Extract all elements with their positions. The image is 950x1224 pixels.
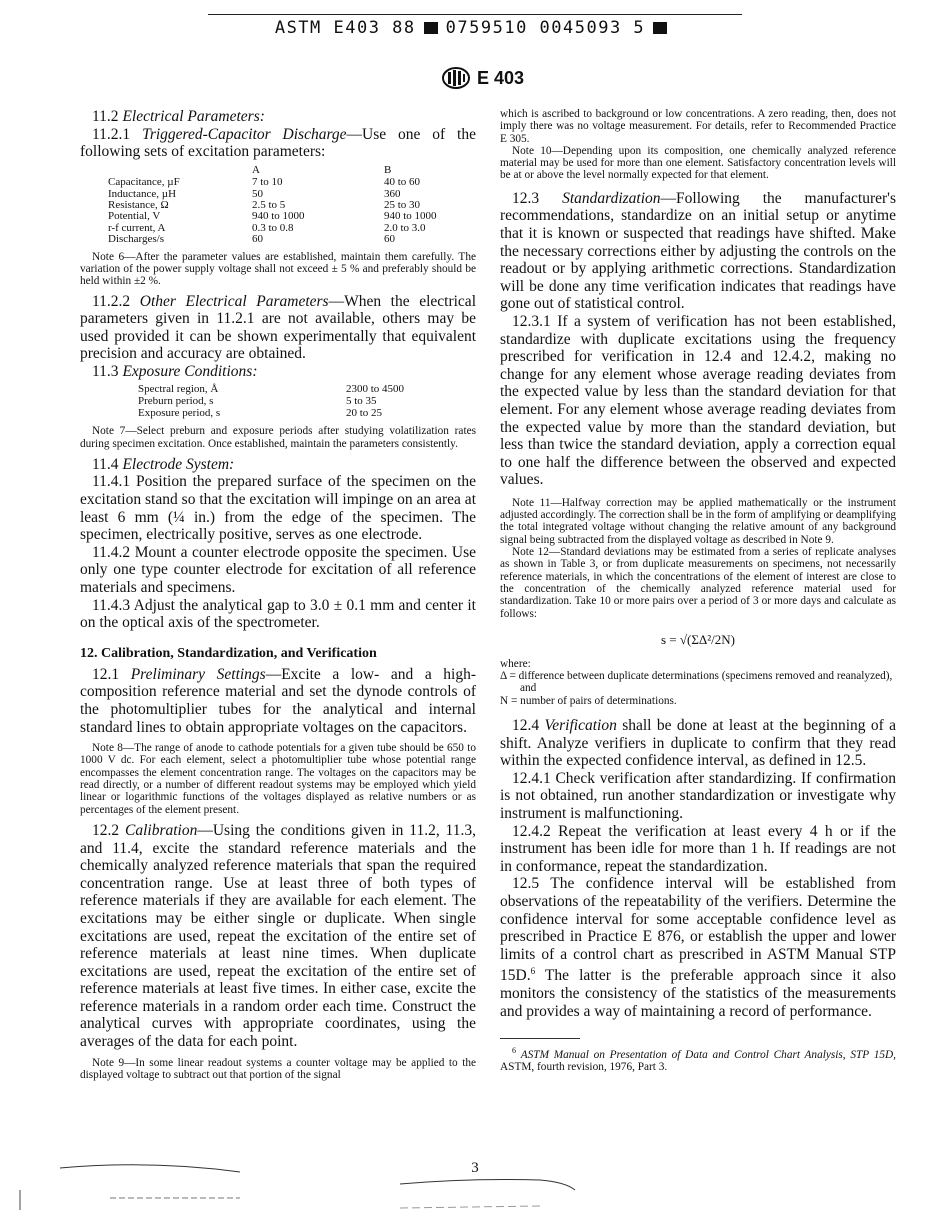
table-row: r-f current, A 0.3 to 0.8 2.0 to 3.0 bbox=[108, 221, 426, 234]
page-number: 3 bbox=[471, 1160, 479, 1176]
right-column bbox=[500, 108, 896, 1074]
section-11-2: 11.2 Electrical Parameters: bbox=[92, 108, 265, 125]
section-11-4-1: 11.4.1 Position the prepared surface of the specimen on the excitation stand so that the excitation will impinge on an area at least 6 mm (¼ in.) from the edge of the specimen. The specimen, electrically positive, serves as one electrode. bbox=[80, 473, 477, 544]
exposure-conditions-table bbox=[138, 384, 404, 419]
table-row: Inductance, µH 50 360 bbox=[108, 187, 401, 200]
footnote-6: $^6$ ASTM Manual on Presentation of Data and Control Chart Analysis, STP 15D, ASTM, fourth revision, 1976, Part 3. bbox=[500, 1046, 896, 1074]
note-6: Note 6—After the parameter values are established, maintain them carefully. The variation of the power supply voltage shall not exceed ± 5 % and preferably should be held within ±2 %. bbox=[80, 250, 476, 288]
section-11-4-3: 11.4.3 Adjust the analytical gap to 3.0 ± 0.1 mm and center it on the optical axis of the spectrometer. bbox=[80, 596, 476, 632]
section-12-1: 12.1 Preliminary Settings—Excite a low- and a high-composition reference material and set the dynode controls of the photomultiplier tubes for the analytical and internal standard lines to obtain appropriate voltages on the capacitors. bbox=[80, 665, 477, 736]
section-12-4: 12.4 Verification shall be done at least at the beginning of a shift. Analyze verifiers in duplicate to confirm that they read within the expected confidence interval, as defined in 12.5. bbox=[500, 717, 897, 770]
section-12-5: 12.5 The confidence interval will be established from observations of the repeatability of the verifiers. Determine the confidence interval for some acceptable confidence level as prescribed in Practice E 876, or establish the upper and lower limits of a control chart as prescribed in ASTM Manual STP 15D.$^6$ The latter is the preferable approach since it also monitors the consistency of the statistics of the measurements and provides a way of maintaining a record of performance. bbox=[500, 875, 896, 1020]
header-code-right: 0759510 0045093 5 bbox=[445, 18, 646, 38]
header-code-left: ASTM E403 88 bbox=[274, 18, 416, 38]
note-7: Note 7—Select preburn and exposure periods after studying volatilization rates during specimen excitation. Once established, maintain the parameters consistently. bbox=[80, 425, 476, 450]
section-12-heading: 12. Calibration, Standardization, and Verification bbox=[80, 645, 377, 661]
section-11-2-1: 11.2.1 Triggered-Capacitor Discharge—Use one of the following sets of excitation parameters: bbox=[80, 125, 476, 161]
note-11: Note 11—Halfway correction may be applied mathematically or the instrument adjusted accordingly. The correction shall be in the form of amplifying or deamplifying the total integrated voltage without changing the relative amount of any background signal being subtracted from the displayed voltage as described in Note 9. bbox=[500, 496, 896, 546]
section-11-4-2: 11.4.2 Mount a counter electrode opposite the specimen. Use only one type counter electrode for excitation of all reference materials and specimens. bbox=[80, 543, 476, 597]
section-12-3: 12.3 Standardization—Following the manufacturer's recommendations, standardize on an initial setup or anytime that it is known or suspected that readings have shifted. Make the necessary corrections either by adjusting the controls on the readout or by applying arithmetic corrections. Standardization will be done any time verification indicates that readings have gone out of statistical control. bbox=[500, 189, 896, 313]
block-mark bbox=[653, 22, 667, 34]
page-header-code bbox=[0, 18, 950, 38]
std-deviation-formula: s = √(ΣΔ²/2N) bbox=[660, 631, 735, 647]
note-8: Note 8—The range of anode to cathode potentials for a given tube should be 650 to 1000 V dc. For each element, select a photomultiplier tube whose potential range encompasses the element concentration range. The voltages on the capacitors may be read directly, or a number of different readout systems may be employed which yield linear or logarithmic functions of the voltages displayed as relative numbers or as percentages of the element present. bbox=[80, 742, 476, 816]
note-12: Note 12—Standard deviations may be estimated from a series of replicate analyses as shown in Table 3, or from duplicate measurements on specimens, not necessarily reference materials, in which the concentrations of the element of interest are close to the concentration of the chemically analyzed reference material used for standardization. Take 10 or more pairs over a period of 3 or more days and calculate as follows: bbox=[500, 546, 896, 620]
table-row: Exposure period, s 20 to 25 bbox=[138, 406, 383, 419]
excitation-parameters-table bbox=[108, 165, 437, 246]
header-rule bbox=[208, 14, 742, 15]
where-label: where: bbox=[500, 657, 531, 670]
note-10: Note 10—Depending upon its composition, one chemically analyzed reference material may be used for more than one element. Satisfactory concentration levels will be at or above the level normally expected for that element. bbox=[500, 144, 896, 182]
table-row: Capacitance, µF 7 to 10 40 to 60 bbox=[108, 176, 421, 189]
note-9-continued: which is ascribed to background or low concentrations. A zero reading, then, does not imply there was no voltage measurement. For details, refer to Recommended Practice E 305. bbox=[500, 108, 896, 145]
section-11-2-2: 11.2.2 Other Electrical Parameters—When the electrical parameters given in 11.2.1 are not available, others may be used provided it can be shown experimentally that equivalent precision and accuracy are obtained. bbox=[80, 292, 476, 363]
left-column bbox=[80, 108, 476, 1081]
table-row: Resistance, Ω 2.5 to 5 25 to 30 bbox=[108, 199, 421, 211]
astm-logo bbox=[441, 67, 524, 89]
astm-emblem-icon bbox=[441, 67, 471, 89]
section-12-4-2: 12.4.2 Repeat the verification at least every 4 h or if the instrument has been idle for more than 1 h. If readings are not in conformance, repeat the standardization. bbox=[500, 822, 897, 875]
standard-designation: E 403 bbox=[477, 67, 525, 88]
formula-definitions bbox=[500, 658, 896, 707]
definition-delta: Δ = difference between duplicate determinations (specimens removed and reanalyzed), and bbox=[500, 670, 893, 695]
block-mark bbox=[424, 22, 438, 34]
section-11-4: 11.4 Electrode System: bbox=[92, 455, 235, 473]
table-header-row: A B bbox=[252, 163, 392, 176]
definition-n: N = number of pairs of determinations. bbox=[500, 694, 677, 707]
section-12-2: 12.2 Calibration—Using the conditions given in 11.2, 11.3, and 11.4, excite the standard reference materials and the chemically analyzed reference materials that span the required concentration range. Use at least three of both types of reference materials if they are available for each element. The excitations may be either single or duplicate. When single excitations are used, repeat the excitation of the entire set of reference materials at least nine times. When duplicate excitations are used, repeat the excitation of the entire set of reference materials at least five times. In either case, excite the reference materials in a random order each time. Construct the analytical curves with appropriate coordinates, using the averages of the data for each point. bbox=[80, 821, 476, 1051]
table-row: Spectral region, Å 2300 to 4500 bbox=[138, 383, 405, 396]
footnote-rule bbox=[500, 1038, 580, 1039]
section-12-4-1: 12.4.1 Check verification after standardizing. If confirmation is not obtained, run another standardization or investigate why instrument is malfunctioning. bbox=[500, 769, 897, 822]
section-12-3-1: 12.3.1 If a system of verification has not been established, standardize with duplicate excitations using the frequency prescribed for verification in 12.4 and 12.4.2, making no change for any element whose average reading deviates from the expected value by less than the standard deviation for that element. For any element whose average reading deviates from the expected value by more than the standard deviation, but less than twice the standard deviation, apply a correction equal to one half the difference between the observed and expected values. bbox=[500, 312, 896, 489]
note-9: Note 9—In some linear readout systems a counter voltage may be applied to the displayed voltage to subtract out that portion of the signal bbox=[80, 1056, 477, 1081]
table-row: Potential, V 940 to 1000 940 to 1000 bbox=[108, 210, 437, 223]
table-row: Discharges/s 60 60 bbox=[108, 233, 395, 246]
table-row: Preburn period, s 5 to 35 bbox=[138, 395, 377, 408]
section-11-3: 11.3 Exposure Conditions: bbox=[92, 362, 258, 380]
